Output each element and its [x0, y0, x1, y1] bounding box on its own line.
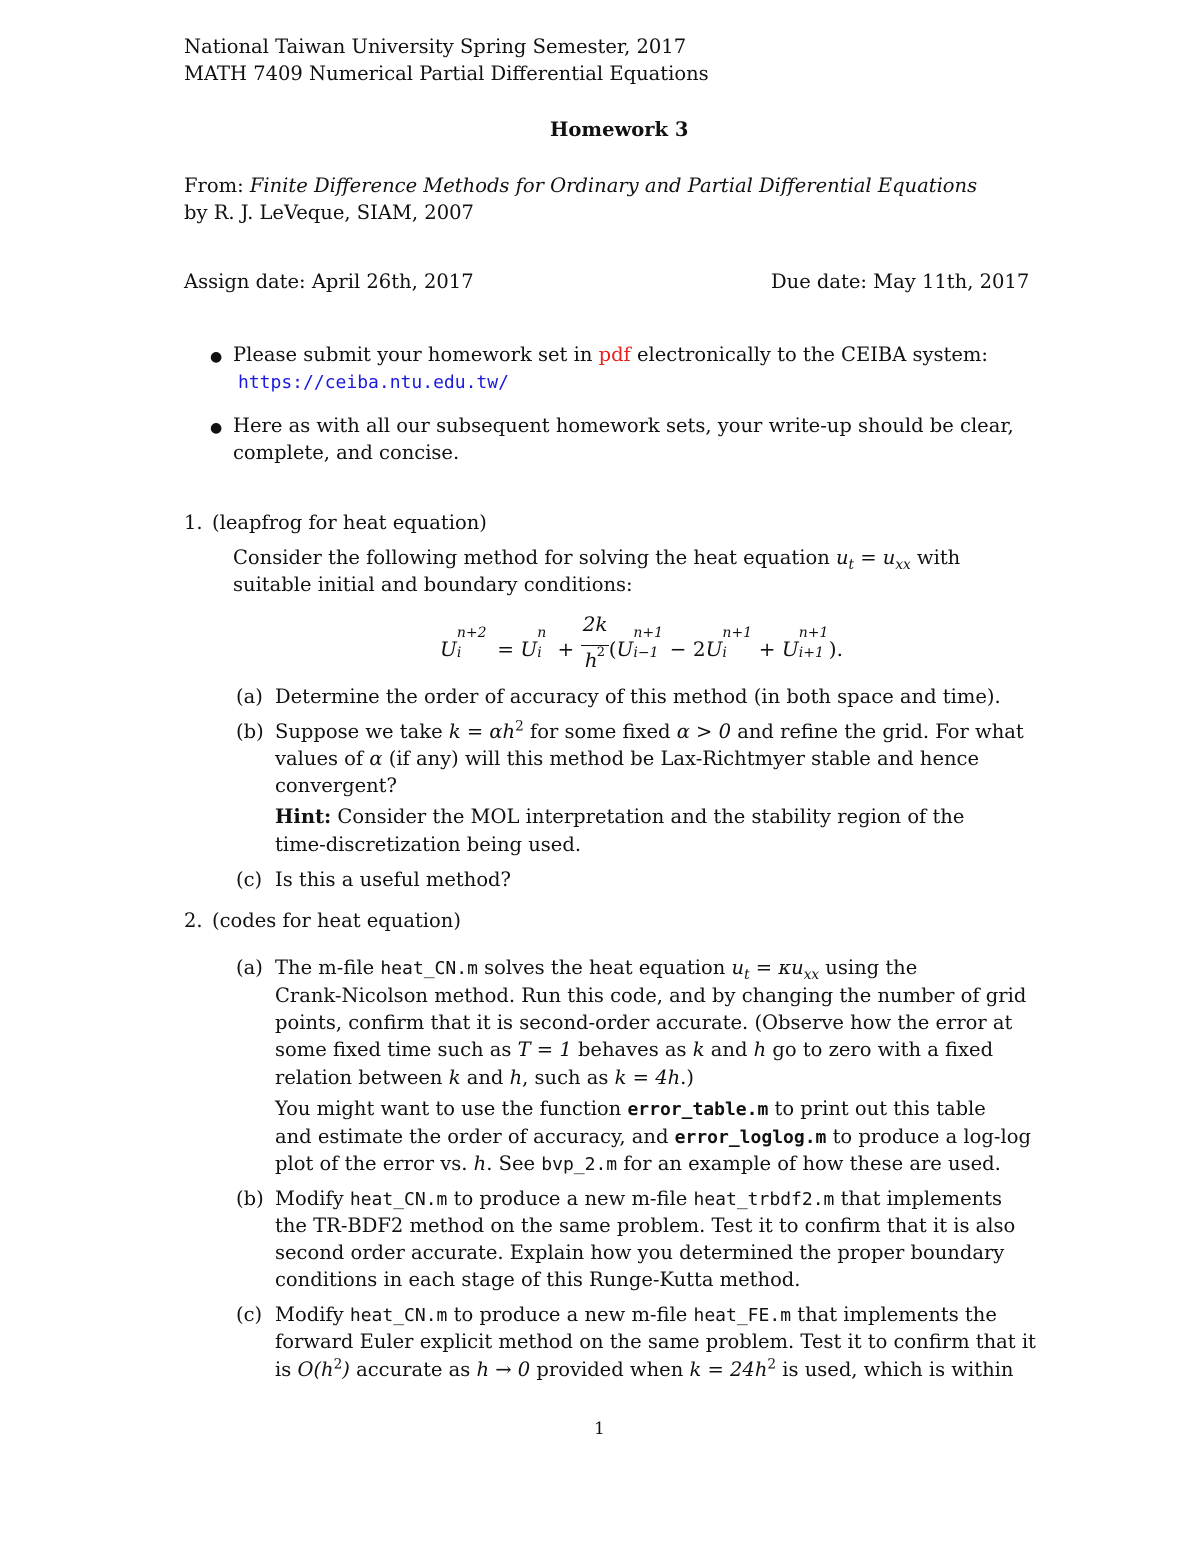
file-bvp2: bvp_2.m	[541, 1154, 618, 1175]
p2c-text-end: that implements the	[791, 1303, 997, 1326]
p2a-line4	[275, 1040, 993, 1060]
file-error-table: error_table.m	[627, 1099, 769, 1120]
eq-sub-ip1: i+1	[798, 645, 824, 661]
p1b-text-mid: for some fixed	[523, 720, 677, 743]
p2c-l3-end: is used, which is within	[776, 1358, 1014, 1381]
eq-sup-n1b: n+1	[722, 625, 753, 641]
p2a-line2: Crank-Nicolson method. Run this code, and by changing the number of grid	[275, 984, 1027, 1007]
math-k-eq-24h: k = 24h	[689, 1358, 768, 1381]
p2a-text-end: using the	[819, 956, 918, 979]
eq-frac-num: 2k	[582, 612, 608, 636]
p2a-line5	[275, 1068, 694, 1088]
p2a-l4-mid2: and	[704, 1038, 754, 1061]
eq-sup-n: n	[537, 625, 547, 641]
source-from-label: From:	[184, 174, 250, 197]
file-heat-cn-2: heat_CN.m	[349, 1189, 448, 1210]
p2c-line2: forward Euler explicit method on the same problem. Test it to confirm that it	[275, 1330, 1036, 1353]
p2a-l4-end: go to zero with a fixed	[766, 1038, 994, 1061]
p2a-label: (a)	[236, 956, 263, 979]
math-k-alpha-h: k = αh	[448, 720, 516, 743]
file-heat-fe: heat_FE.m	[693, 1305, 792, 1326]
file-heat-trbdf2: heat_trbdf2.m	[693, 1189, 835, 1210]
source-book-title: Finite Difference Methods for Ordinary and Partial Differential Equations	[249, 174, 978, 197]
p2a-l7-text: and estimate the order of accuracy, and	[275, 1125, 675, 1148]
p2b-line3: second order accurate. Explain how you determined the proper boundary	[275, 1241, 1005, 1264]
eq-lhs: U	[440, 637, 457, 661]
bullet-writeup-line2: complete, and concise.	[233, 441, 460, 464]
p2b-line2: the TR-BDF2 method on the same problem. Test it to confirm that it is also	[275, 1214, 1016, 1237]
course-header-title: MATH 7409 Numerical Partial Differential Equations	[184, 62, 709, 85]
p2c-line1	[275, 1305, 997, 1325]
math-uxx-sub: xx	[895, 556, 911, 573]
math-k-eq-4h: k = 4h	[614, 1066, 681, 1089]
p2a-l5-mid1: and	[460, 1066, 510, 1089]
p2b-text: Modify	[275, 1187, 350, 1210]
math-T-eq-1: T = 1	[517, 1038, 572, 1061]
p2b-text-end: that implements	[834, 1187, 1003, 1210]
bullet-writeup-line1: Here as with all our subsequent homework sets, your write-up should be clear,	[233, 414, 1014, 437]
p2c-l3-text: is	[275, 1358, 298, 1381]
leapfrog-equation	[440, 612, 843, 672]
eq-sub-i: i	[537, 645, 542, 661]
p2c-l3-mid1: accurate as	[349, 1358, 477, 1381]
p2a-l6-end: to print out this table	[768, 1097, 986, 1120]
problem1-intro-line1	[233, 546, 961, 573]
problem1-heading: (leapfrog for heat equation)	[212, 511, 487, 534]
eq-u3: U	[705, 637, 723, 661]
bullet-icon: ●	[210, 420, 223, 436]
assign-date: Assign date: April 26th, 2017	[184, 270, 474, 293]
p2a-l8-end: for an example of how these are used.	[617, 1152, 1001, 1175]
p2a-text: The m-file	[275, 956, 381, 979]
math-ut2-sub: t	[744, 966, 750, 983]
eq-close: ).	[828, 637, 843, 661]
bullet-submit-text: Please submit your homework set in	[233, 343, 599, 366]
p1b-l2-end: (if any) will this method be Lax-Richtmyer stable and hence	[382, 747, 980, 770]
math-ut: u	[835, 546, 849, 569]
bullet-submit	[233, 345, 988, 365]
math-h2: h	[509, 1066, 523, 1089]
p2a-l6-text: You might want to use the function	[275, 1097, 628, 1120]
math-kappa-uxx: κu	[778, 956, 804, 979]
eq-equals: =	[490, 637, 521, 661]
p2a-l8-text: plot of the error vs.	[275, 1152, 474, 1175]
p1b-line2	[275, 749, 979, 769]
p2b-text-mid: to produce a new m-file	[447, 1187, 694, 1210]
math-O-sup: 2	[333, 1356, 343, 1373]
eq-sup-n1c: n+1	[798, 625, 829, 641]
p1b-label: (b)	[236, 720, 264, 743]
problem1-number: 1.	[184, 511, 203, 534]
p1c-text: Is this a useful method?	[275, 868, 511, 891]
p2b-label: (b)	[236, 1187, 264, 1210]
p2b-line4: conditions in each stage of this Runge-Kutta method.	[275, 1268, 801, 1291]
p2a-l5-end: .)	[680, 1066, 694, 1089]
problem2-heading: (codes for heat equation)	[212, 909, 461, 932]
p2a-line8	[275, 1154, 1001, 1174]
page-number: 1	[594, 1419, 605, 1439]
math-k2: k	[448, 1066, 461, 1089]
p2a-l8-mid: . See	[486, 1152, 542, 1175]
math-24h-sup: 2	[767, 1356, 777, 1373]
p2c-l3-mid2: provided when	[530, 1358, 690, 1381]
eq-u2: U	[616, 637, 634, 661]
math-sup-2: 2	[515, 718, 524, 735]
hint-label: Hint:	[275, 805, 332, 828]
p2a-line6	[275, 1099, 986, 1119]
eq-minus: − 2	[663, 637, 706, 661]
math-O-close: )	[342, 1358, 350, 1381]
intro-text-end: with	[910, 546, 961, 569]
p1b-text: Suppose we take	[275, 720, 449, 743]
math-kappa-uxx-sub: xx	[803, 966, 820, 983]
homework-title: Homework 3	[550, 118, 689, 141]
p1b-line3: convergent?	[275, 774, 397, 797]
p1c-label: (c)	[236, 868, 263, 891]
problem2-number: 2.	[184, 909, 203, 932]
eq-u: U	[520, 637, 538, 661]
p2a-l7-end: to produce a log-log	[826, 1125, 1031, 1148]
p2a-line3: points, confirm that it is second-order accurate. (Observe how the error at	[275, 1011, 1013, 1034]
file-heat-cn: heat_CN.m	[380, 958, 478, 979]
p2a-l4-mid1: behaves as	[571, 1038, 693, 1061]
math-ut-sub: t	[848, 556, 854, 573]
math-equals: =	[854, 546, 883, 569]
p2a-l5-mid2: , such as	[522, 1066, 615, 1089]
eq-sub-i2: i	[722, 645, 727, 661]
eq-lhs-sup: n+2	[456, 625, 487, 641]
p2a-l4-text: some fixed time such as	[275, 1038, 518, 1061]
course-header-institution: National Taiwan University Spring Semester, 2017	[184, 35, 687, 58]
file-heat-cn-3: heat_CN.m	[349, 1305, 448, 1326]
eq-paren: (	[608, 637, 617, 661]
bullet-submit-text-end: electronically to the CEIBA system:	[630, 343, 988, 366]
p1b-line1	[275, 718, 1024, 743]
intro-text: Consider the following method for solving the heat equation	[233, 546, 836, 569]
p1b-text-end: and refine the grid. For what	[731, 720, 1024, 743]
math-alpha-gt-0: α > 0	[676, 720, 731, 743]
eq-frac-den-sup: 2	[596, 645, 605, 660]
eq-frac-den: h	[584, 648, 598, 672]
source-author: by R. J. LeVeque, SIAM, 2007	[184, 201, 474, 224]
problem1-intro-line2: suitable initial and boundary conditions:	[233, 573, 633, 596]
math-O-h2: O(h	[297, 1358, 334, 1381]
eq-u4: U	[781, 637, 799, 661]
p2a-text-mid: solves the heat equation	[477, 956, 732, 979]
p2c-label: (c)	[236, 1303, 263, 1326]
source-line	[184, 176, 977, 196]
p1a-label: (a)	[236, 685, 263, 708]
math-alpha: α	[369, 747, 383, 770]
math-h3: h	[473, 1152, 487, 1175]
math-h: h	[753, 1038, 767, 1061]
p2c-line3	[275, 1356, 1014, 1381]
p2c-text: Modify	[275, 1303, 350, 1326]
eq-sup-n1a: n+1	[633, 625, 664, 641]
p1a-text: Determine the order of accuracy of this method (in both space and time).	[275, 685, 1001, 708]
p2a-line1	[275, 956, 918, 983]
p1b-l2-text: values of	[275, 747, 370, 770]
p2a-l5-text: relation between	[275, 1066, 449, 1089]
p1b-hint-line2: time-discretization being used.	[275, 833, 582, 856]
p1b-hint-line1	[275, 807, 964, 827]
p2a-line7	[275, 1127, 1031, 1147]
math-k: k	[692, 1038, 705, 1061]
pdf-highlight: pdf	[598, 343, 631, 366]
ceiba-link[interactable]: https://ceiba.ntu.edu.tw/	[238, 372, 509, 393]
file-error-loglog: error_loglog.m	[674, 1127, 827, 1148]
eq-plus2: +	[752, 637, 782, 661]
p2c-text-mid: to produce a new m-file	[447, 1303, 694, 1326]
hint-text: Consider the MOL interpretation and the stability region of the	[331, 805, 965, 828]
math-ut2: u	[731, 956, 745, 979]
math-h-to-0: h → 0	[476, 1358, 531, 1381]
p2b-line1	[275, 1189, 1002, 1209]
eq-lhs-sub: i	[456, 645, 462, 661]
eq-sub-im1: i−1	[633, 645, 659, 661]
math-equals2: =	[749, 956, 779, 979]
math-uxx: u	[882, 546, 896, 569]
bullet-icon: ●	[210, 349, 223, 365]
due-date: Due date: May 11th, 2017	[771, 270, 1030, 293]
eq-plus: +	[551, 637, 581, 661]
